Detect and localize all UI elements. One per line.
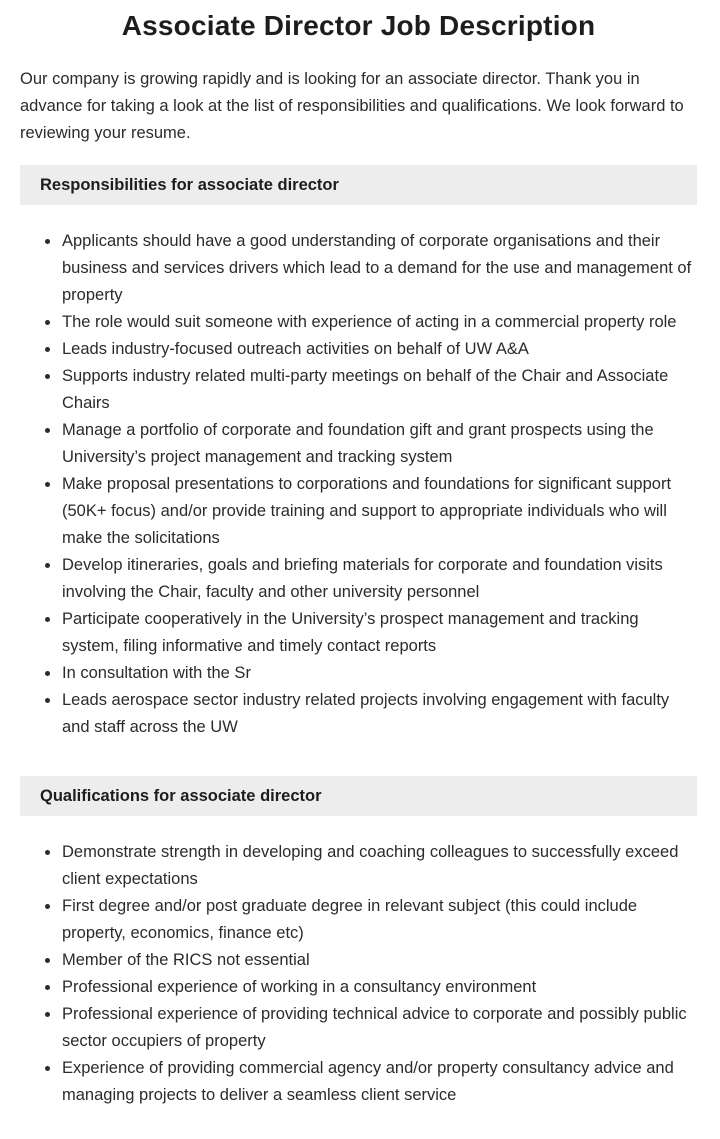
list-item: • The role would suit someone with experience of acting in a commercial property role bbox=[61, 309, 697, 336]
list-item: • In consultation with the Sr bbox=[61, 660, 697, 687]
list-item: • Leads industry-focused outreach activities on behalf of UW A&A bbox=[61, 336, 697, 363]
list-item: • Member of the RICS not essential bbox=[61, 947, 697, 974]
list-item: • First degree and/or post graduate degree in relevant subject (this could include property, economics, finance etc) bbox=[61, 893, 697, 947]
qualifications-section-header bbox=[20, 776, 697, 816]
list-item: • Make proposal presentations to corporations and foundations for significant support (50K+ focus) and/or provide training and support to appropriate individuals who will make the solicitations bbox=[61, 471, 697, 552]
list-item: • Develop itineraries, goals and briefing materials for corporate and foundation visits involving the Chair, faculty and other university personnel bbox=[61, 552, 697, 606]
responsibilities-heading: Responsibilities for associate director bbox=[40, 176, 339, 194]
responsibilities-list bbox=[20, 228, 697, 741]
list-item: • Professional experience of providing technical advice to corporate and possibly public sector occupiers of property bbox=[61, 1001, 697, 1055]
list-item: • Experience of providing commercial agency and/or property consultancy advice and managing projects to deliver a seamless client service bbox=[61, 1055, 697, 1109]
list-item: • Leads aerospace sector industry related projects involving engagement with faculty and staff across the UW bbox=[61, 687, 697, 741]
responsibilities-section-header bbox=[20, 165, 697, 205]
list-item: • Applicants should have a good understanding of corporate organisations and their business and services drivers which lead to a demand for the use and management of property bbox=[61, 228, 697, 309]
list-item: • Supports industry related multi-party meetings on behalf of the Chair and Associate Chairs bbox=[61, 363, 697, 417]
list-item: • Professional experience of working in a consultancy environment bbox=[61, 974, 697, 1001]
qualifications-heading: Qualifications for associate director bbox=[40, 787, 322, 805]
qualifications-list bbox=[20, 839, 697, 1109]
list-item: • Manage a portfolio of corporate and foundation gift and grant prospects using the University’s project management and tracking system bbox=[61, 417, 697, 471]
list-item: • Demonstrate strength in developing and coaching colleagues to successfully exceed client expectations bbox=[61, 839, 697, 893]
list-item: • Participate cooperatively in the University’s prospect management and tracking system, filing informative and timely contact reports bbox=[61, 606, 697, 660]
intro-paragraph: Our company is growing rapidly and is looking for an associate director. Thank you in advance for taking a look at the list of responsibilities and qualifications. We look forward to reviewing your resume. bbox=[20, 70, 684, 142]
page-title: Associate Director Job Description bbox=[121, 10, 596, 41]
